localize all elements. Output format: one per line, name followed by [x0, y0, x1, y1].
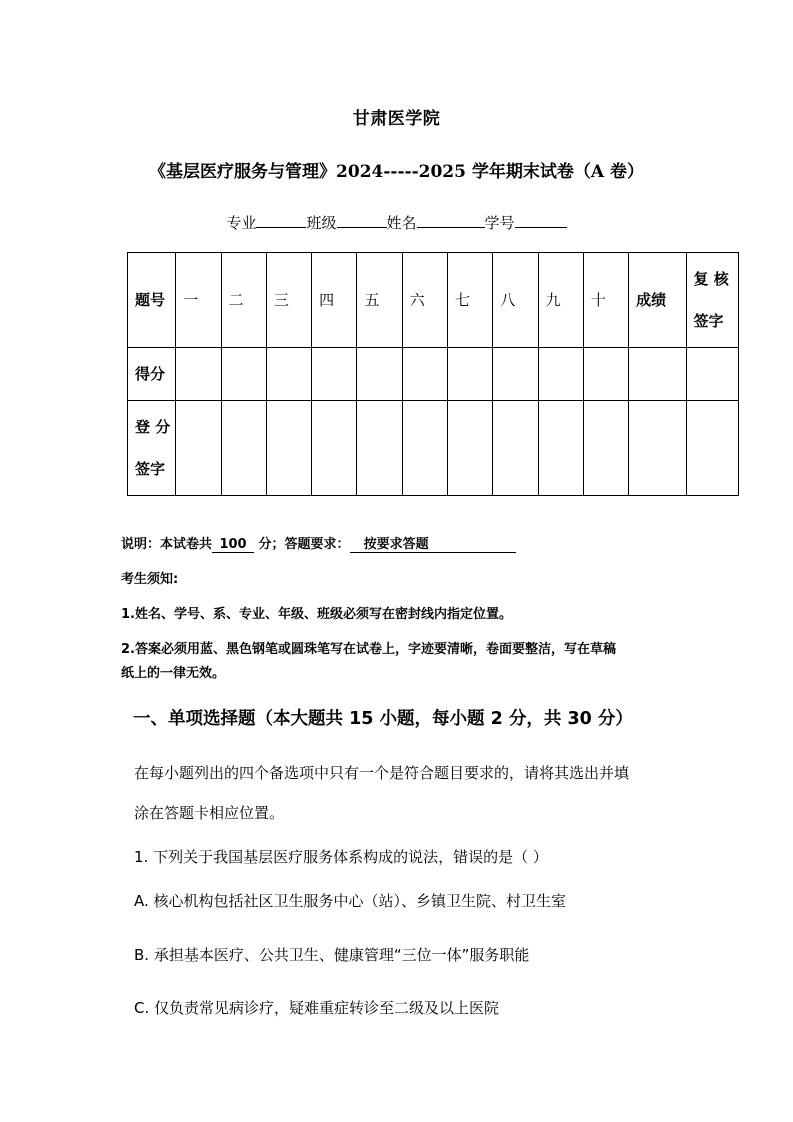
sign-cell[interactable]: [686, 401, 739, 496]
score-row-label: 得分: [128, 348, 176, 401]
header-cell-6: 六: [402, 253, 447, 348]
student-id-label: 学号: [484, 214, 515, 232]
sign-cell[interactable]: [266, 401, 311, 496]
exam-title: 《基层医疗服务与管理》2024-----2025 学年期末试卷（A 卷）: [149, 162, 644, 182]
score-cell[interactable]: [493, 348, 538, 401]
sign-row-label: 登 分 签字: [128, 401, 176, 496]
instruction-line-2: 涂在答题卡相应位置。: [134, 804, 285, 822]
score-cell[interactable]: [583, 348, 628, 401]
notice-2b: 纸上的一律无效。: [121, 666, 226, 681]
name-blank[interactable]: [417, 212, 485, 228]
sign-cell[interactable]: [312, 401, 357, 496]
answer-requirement: 按要求答题: [350, 533, 516, 553]
score-row: [128, 348, 739, 401]
score-cell[interactable]: [448, 348, 493, 401]
sign-row: [128, 401, 739, 496]
sign-cell[interactable]: [448, 401, 493, 496]
header-cell-8: 八: [493, 253, 538, 348]
sign-cell[interactable]: [493, 401, 538, 496]
table-header-row: [128, 253, 739, 348]
score-cell[interactable]: [538, 348, 583, 401]
question-1: 1. 下列关于我国基层医疗服务体系构成的说法，错误的是（ ）: [134, 848, 548, 866]
header-cell-1: 一: [176, 253, 221, 348]
score-cell[interactable]: [221, 348, 266, 401]
score-cell[interactable]: [629, 348, 686, 401]
score-cell[interactable]: [266, 348, 311, 401]
sign-cell[interactable]: [583, 401, 628, 496]
header-cell-3: 三: [266, 253, 311, 348]
sign-cell[interactable]: [221, 401, 266, 496]
header-cell-7: 七: [448, 253, 493, 348]
name-label: 姓名: [386, 214, 417, 232]
score-cell[interactable]: [357, 348, 402, 401]
class-label: 班级: [306, 214, 337, 232]
sign-cell[interactable]: [402, 401, 447, 496]
class-blank[interactable]: [337, 212, 387, 228]
header-cell-10: 十: [583, 253, 628, 348]
score-table: [127, 252, 739, 496]
header-cell-number: 题号: [128, 253, 176, 348]
option-a[interactable]: A. 核心机构包括社区卫生服务中心（站）、乡镇卫生院、村卫生室: [134, 892, 567, 910]
score-cell[interactable]: [176, 348, 221, 401]
student-id-blank[interactable]: [515, 212, 567, 228]
sign-cell[interactable]: [176, 401, 221, 496]
header-cell-5: 五: [357, 253, 402, 348]
section-title: 一、单项选择题（本大题共 15 小题，每小题 2 分，共 30 分）: [133, 709, 633, 729]
option-c[interactable]: C. 仅负责常见病诊疗，疑难重症转诊至二级及以上医院: [134, 999, 500, 1017]
sign-cell[interactable]: [629, 401, 686, 496]
sign-cell[interactable]: [538, 401, 583, 496]
sign-cell[interactable]: [357, 401, 402, 496]
notice-1: 1.姓名、学号、系、专业、年级、班级必须写在密封线内指定位置。: [121, 607, 512, 622]
student-info-line: [0, 212, 793, 233]
instruction-line-1: 在每小题列出的四个备选项中只有一个是符合题目要求的，请将其选出并填: [134, 764, 630, 782]
notice-2a: 2.答案必须用蓝、黑色钢笔或圆珠笔写在试卷上，字迹要清晰，卷面要整洁，写在草稿: [121, 642, 616, 657]
major-blank[interactable]: [256, 212, 306, 228]
header-cell-4: 四: [312, 253, 357, 348]
header-cell-2: 二: [221, 253, 266, 348]
notice-title: 考生须知:: [121, 572, 179, 587]
school-name: 甘肃医学院: [352, 109, 441, 129]
header-cell-review: 复 核 签字: [686, 253, 739, 348]
header-cell-9: 九: [538, 253, 583, 348]
total-points: 100: [212, 537, 254, 553]
score-cell[interactable]: [686, 348, 739, 401]
option-b[interactable]: B. 承担基本医疗、公共卫生、健康管理“三位一体”服务职能: [134, 946, 530, 964]
exam-description: 说明：本试卷共 100 分；答题要求： 按要求答题: [121, 533, 516, 553]
score-cell[interactable]: [312, 348, 357, 401]
score-cell[interactable]: [402, 348, 447, 401]
header-cell-total: 成绩: [629, 253, 686, 348]
major-label: 专业: [226, 214, 257, 232]
